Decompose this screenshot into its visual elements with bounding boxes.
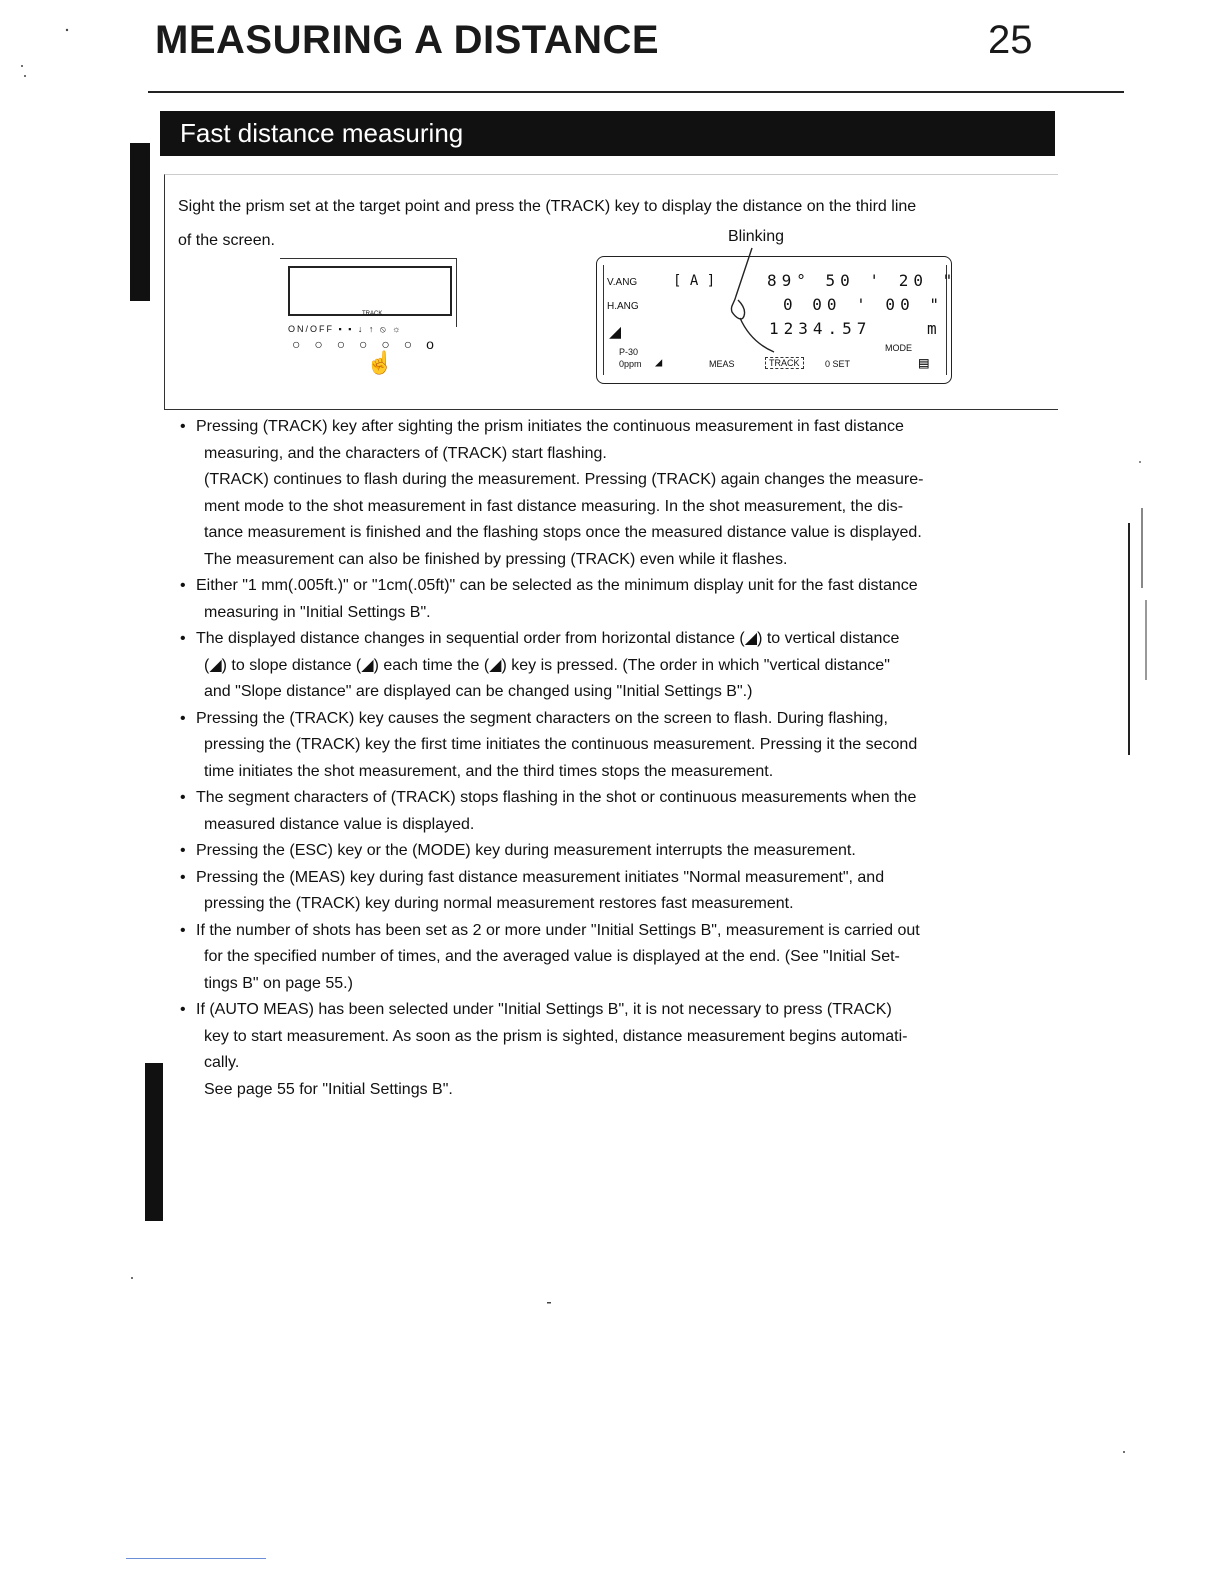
bullet-icon: • — [180, 630, 186, 647]
bullet-icon: • — [180, 842, 186, 859]
note-line: Pressing the (ESC) key or the (MODE) key during measurement interrupts the measurement. — [196, 842, 856, 859]
bullet-icon: • — [180, 868, 186, 886]
note-line: tings B" on page 55.) — [204, 974, 353, 992]
bullet-icon: • — [180, 789, 186, 806]
keyboard-key-row: ON/OFF ▪ ▪ ↓ ↑ ⦸ ☼ — [288, 324, 403, 334]
note-line: ment mode to the shot measurement in fast distance measuring. In the shot measurement, the dis- — [204, 497, 904, 515]
note-line: Pressing (TRACK) key after sighting the prism initiates the continuous measurement in fast distance — [196, 418, 904, 435]
lcd-prism-constant: P-30 — [619, 347, 639, 357]
bullet-icon: • — [180, 921, 186, 939]
lcd-distance-value: 1234.57 — [769, 319, 872, 338]
note-line: tance measurement is finished and the flashing stops once the measured distance value is displayed. — [204, 524, 922, 541]
softkey-meas[interactable]: MEAS — [709, 359, 735, 369]
bullet-icon: • — [180, 418, 186, 435]
note-line: for the specified number of times, and the averaged value is displayed at the end. (See "Initial Set- — [204, 948, 900, 965]
note-line: The displayed distance changes in sequential order from horizontal distance (◢) to vertical distance — [196, 630, 900, 647]
note-line: measured distance value is displayed. — [204, 815, 475, 833]
lcd-mode-bracket: [ A ] — [673, 273, 716, 289]
bullet-icon: • — [180, 709, 186, 727]
note-line: measuring, and the characters of (TRACK) start flashing. — [204, 444, 607, 462]
intro-line: of the screen. — [178, 232, 275, 249]
softkey-menu-icon[interactable]: ▤ — [919, 353, 929, 372]
keyboard-track-label: TRACK — [362, 311, 383, 317]
section-header: Fast distance measuring — [160, 111, 1055, 156]
bullet-icon: • — [180, 1001, 186, 1018]
note-line: Pressing the (TRACK) key causes the segment characters on the screen to flash. During flashing, — [196, 709, 888, 727]
pointing-hand-icon: ☝ — [366, 350, 394, 375]
note-line: (TRACK) continues to flash during the measurement. Pressing (TRACK) again changes the measure- — [204, 471, 924, 488]
note-line: and "Slope distance" are displayed can be changed using "Initial Settings B".) — [204, 683, 753, 700]
lcd-distance-unit: m — [927, 319, 937, 338]
lcd-vang-value: 89° 50 ' 20 " — [767, 271, 958, 290]
blinking-label: Blinking — [728, 228, 785, 245]
note-line: time initiates the shot measurement, and the third times stops the measurement. — [204, 762, 774, 780]
page-title: MEASURING A DISTANCE — [155, 18, 660, 62]
distance-icon: ◢ — [609, 319, 622, 343]
bullet-icon: • — [180, 577, 186, 594]
softkey-distance-icon[interactable]: ◢ — [655, 355, 663, 369]
note-line: measuring in "Initial Settings B". — [204, 603, 431, 621]
note-line: If the number of shots has been set as 2 or more under "Initial Settings B", measurement is carried out — [196, 921, 920, 939]
note-line: (◢) to slope distance (◢) each time the (◢) key is pressed. (The order in which "vertical distance" — [204, 656, 890, 674]
lcd-hang-value: 0 00 ' 00 " — [783, 295, 944, 314]
keyboard-button-row: ○ ○ ○ ○ ○ ○ o — [292, 336, 439, 352]
note-line: pressing the (TRACK) key during normal measurement restores fast measurement. — [204, 895, 794, 912]
note-line: See page 55 for "Initial Settings B". — [204, 1080, 453, 1098]
softkey-0set[interactable]: 0 SET — [825, 359, 851, 369]
lcd-ppm: 0ppm — [619, 359, 642, 369]
note-line: If (AUTO MEAS) has been selected under "Initial Settings B", it is not necessary to press (TRACK) — [196, 1001, 892, 1018]
note-line: The segment characters of (TRACK) stops flashing in the shot or continuous measurements when the — [196, 789, 917, 806]
note-line: key to start measurement. As soon as the prism is sighted, distance measurement begins automati- — [204, 1027, 908, 1045]
softkey-track[interactable]: TRACK — [765, 357, 804, 369]
lcd-vang-label: V.ANG — [607, 277, 638, 288]
lcd-mode-label: MODE — [885, 343, 912, 353]
intro-line: Sight the prism set at the target point and press the (TRACK) key to display the distance on the third line — [178, 198, 917, 215]
note-line: Pressing the (MEAS) key during fast distance measurement initiates "Normal measurement", and — [196, 868, 885, 886]
lcd-hang-label: H.ANG — [607, 301, 639, 312]
page-number: 25 — [988, 18, 1033, 62]
note-line: cally. — [204, 1054, 240, 1071]
note-line: Either "1 mm(.005ft.)" or "1cm(.05ft)" can be selected as the minimum display unit for the fast distance — [196, 577, 918, 594]
note-line: The measurement can also be finished by pressing (TRACK) even while it flashes. — [204, 550, 788, 568]
note-line: pressing the (TRACK) key the first time initiates the continuous measurement. Pressing it the second — [204, 736, 918, 753]
